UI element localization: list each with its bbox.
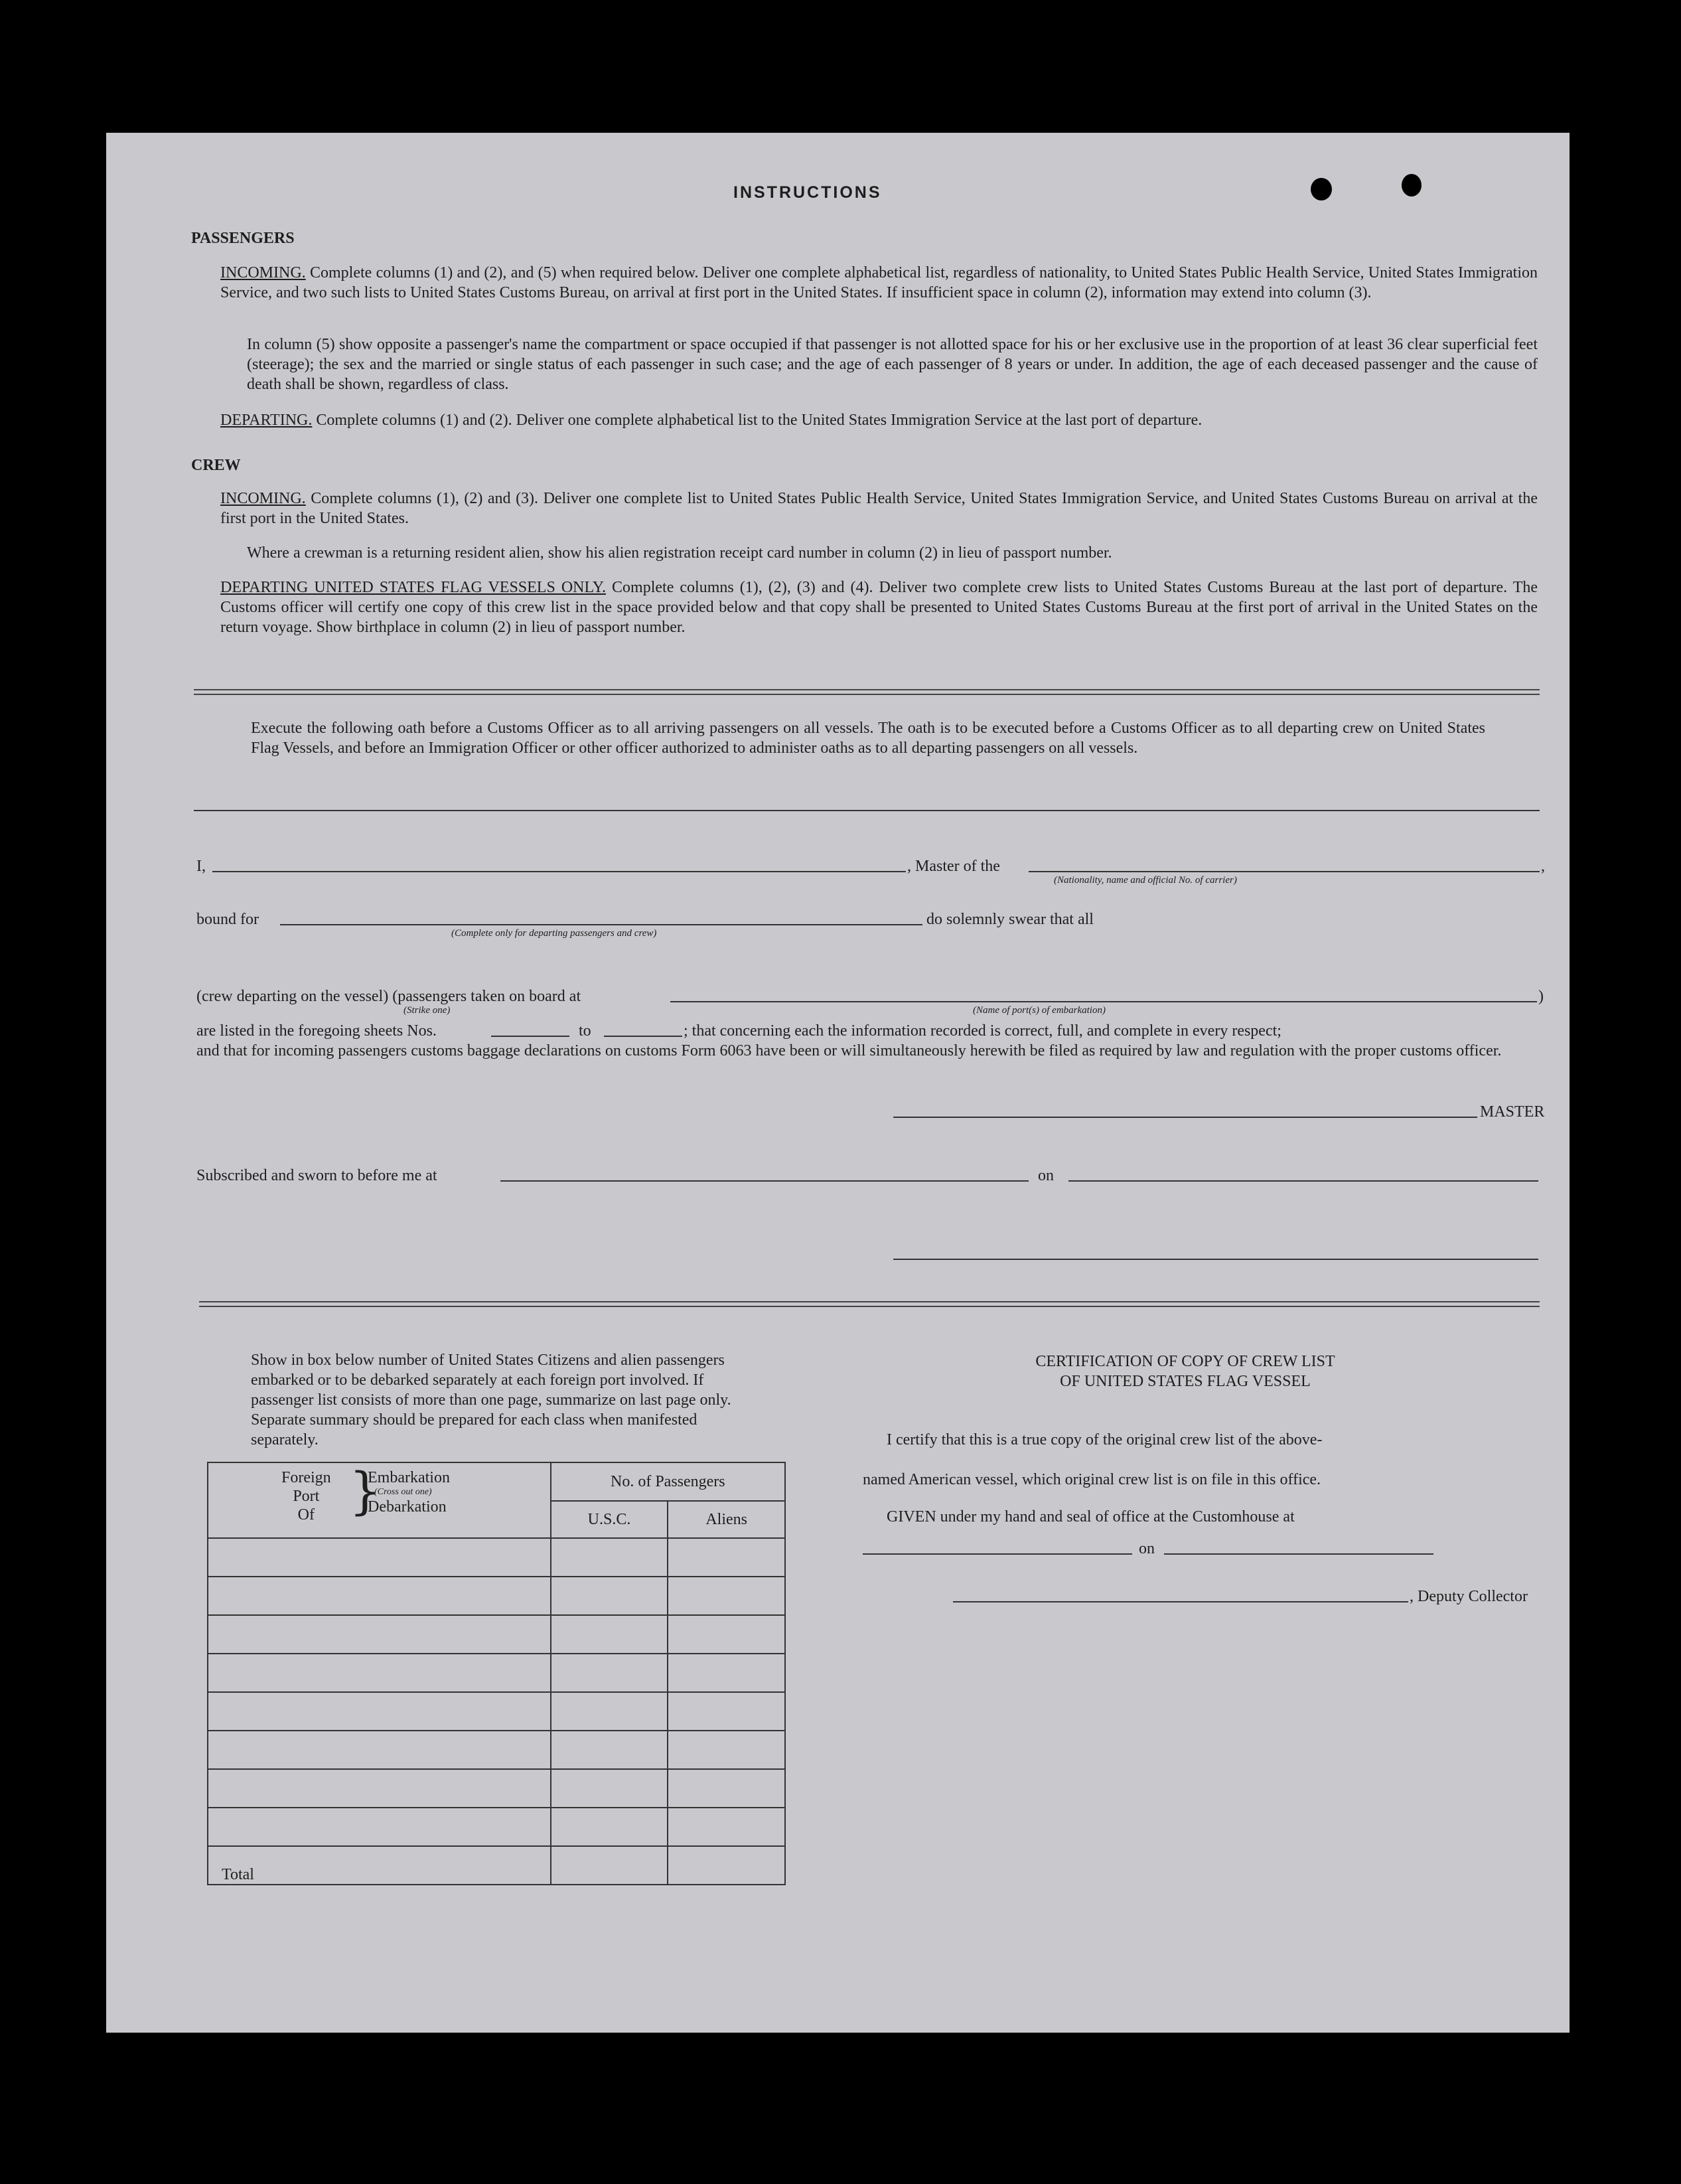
table-row (208, 1654, 785, 1692)
bound-for-field[interactable] (280, 924, 922, 925)
usc-total-cell[interactable] (551, 1846, 668, 1885)
embarkation-caption: (Name of port(s) of embarkation) (973, 1005, 1106, 1016)
aliens-total-cell[interactable] (668, 1846, 785, 1885)
usc-cell[interactable] (551, 1577, 668, 1615)
form-page: INSTRUCTIONS PASSENGERS INCOMING. Complete columns (1) and (2), and (5) when required below. Deliver one complete alphabetical list, regardless of nationality, to United States Public Health Service, United States Immigration Service, and two such lists to United States Customs Bureau, on arrival at first port in the United States. If insufficient space in column (2), information may extend into column (3). In column (5) show opposite a passenger's name the compartment or space occupied if that passenger is not allotted space for his or her exclusive use in the proportion of at least 36 clear superficial feet (steerage); the sex and the married or single status of each passenger in such case; and the age of each passenger of 8 years or under. In addition, the age of each deceased passenger and the cause of death shall be shown, regardless of class. DEPARTING. Complete columns (1) and (2). Deliver one complete alphabetical list to the United States Immigration Service at the last port of departure. CREW INCOMING. Complete columns (1), (2) and (3). Deliver one complete list to United States Public Health Service, United States Immigration Service, and United States Customs Bureau on arrival at the first port in the United States. Where a crewman is a returning resident alien, show his alien registration receipt card number in column (2) in lieu of passport number. DEPARTING UNITED STATES FLAG VESSELS ONLY. Complete columns (1), (2), (3) and (4). Deliver two complete crew lists to United States Customs Bureau at the last port of departure. The Customs officer will certify one copy of this crew list in the space provided below and that copy shall be presented to United States Customs Bureau at the first port of arrival in the United States on the return voyage. Show birthplace in column (2) in lieu of passport number. Execute the following oath before a Customs Officer as to all arriving passengers on all vessels. The oath is to be executed before a Customs Officer as to all departing crew on United States Flag Vessels, and before an Immigration Officer or other officer authorized to administer oaths as to all departing passengers on all vessels. I, , Master of the , (Nationality, name and official No. of carrier) bound for (Complete only for departing passengers and crew) do solemnly swear that all (crew departing on the vessel) (passengers taken on board at (Strike one) ) (Name of port(s) of embarkation) are listed in the foregoing sheets Nos. to ; that concerning each the information recorded is correct, full, and complete in every respect; and that for incoming passengers customs baggage declarations on customs Form 6063 have been or will simultaneously herewith be filed as required by law and regulation with the proper customs officer. MASTER Subscribed and sworn to before me at on Show in box below number of United States Citizens and alien passengers embarked or to be debarked separately at each foreign port involved. If passenger list consists of more than one page, summarize on last page only. Separate summary should be prepared for each class when manifested separately. Foreign Port Of } Embarkation (Cross out one) Debarkation No. of Passengers U.S.C. Aliens Total CERTIFICATION OF COPY OF CREW LIST OF UNITED STATES FLAG VESSEL I certify that this is a true copy of the original crew list of the above- named American vessel, which original crew list is on file in this office. GIVEN under my hand and seal of office at the Customhouse at on , Deputy Collector (106, 133, 1570, 2033)
usc-cell[interactable] (551, 1654, 668, 1692)
embarkation-port-field[interactable] (670, 1001, 1537, 1002)
passengers-departing-text: Complete columns (1) and (2). Deliver one complete alphabetical list to the United States Immigration Service at the last port of departure. (316, 412, 1203, 429)
bound-for-label: bound for (196, 911, 259, 928)
passengers-incoming-paragraph (220, 263, 1538, 303)
certification-text-1: I certify that this is a true copy of the original crew list of the above- (887, 1431, 1323, 1448)
aliens-cell[interactable] (668, 1769, 785, 1808)
port-cell[interactable] (208, 1769, 551, 1808)
passengers-incoming-text: Complete columns (1) and (2), and (5) when required below. Deliver one complete alphabetical list, regardless of nationality, to United States Public Health Service, United States Immigration Service, and two such lists to United States Customs Bureau, on arrival at first port in the United States. If insufficient space in column (2), information may extend into column (3). (220, 264, 1538, 301)
table-row (208, 1538, 785, 1577)
table-row (208, 1731, 785, 1769)
crew-departing-text: Complete columns (1), (2), (3) and (4). Deliver two complete crew lists to United States Customs Bureau at the last port of departure. The Customs officer will certify one copy of this crew list in the space provided below and that copy shall be presented to United States Customs Bureau at the first port of arrival in the United States on the return voyage. Show birthplace in column (2) in lieu of passport number. (220, 579, 1538, 636)
customhouse-field[interactable] (863, 1553, 1132, 1555)
aliens-cell[interactable] (668, 1692, 785, 1731)
embarkation-label: Embarkation (368, 1469, 450, 1486)
usc-cell[interactable] (551, 1692, 668, 1731)
certification-title-2: OF UNITED STATES FLAG VESSEL (1060, 1373, 1311, 1390)
usc-cell[interactable] (551, 1769, 668, 1808)
crew-alien-paragraph: Where a crewman is a returning resident alien, show his alien registration receipt card number in column (2) in lieu of passport number. (247, 544, 1112, 562)
port-cell[interactable] (208, 1577, 551, 1615)
baggage-statement: and that for incoming passengers customs baggage declarations on customs Form 6063 have been or will simultaneously herewith be filed as required by law and regulation with the proper customs officer. (196, 1042, 1502, 1059)
port-cell[interactable] (208, 1808, 551, 1846)
passengers-column5-paragraph: In column (5) show opposite a passenger's name the compartment or space occupied if that passenger is not allotted space for his or her exclusive use in the proportion of at least 36 clear superficial feet (steerage); the sex and the married or single status of each passenger in such case; and the age of each passenger of 8 years or under. In addition, the age of each deceased passenger and the cause of death shall be shown, regardless of class. (247, 336, 1538, 393)
passengers-incoming-label: INCOMING. (220, 264, 306, 281)
sheets-statement: ; that concerning each the information recorded is correct, full, and complete in every respect; (684, 1022, 1281, 1040)
ink-spot (1402, 174, 1422, 196)
aliens-cell[interactable] (668, 1538, 785, 1577)
table-row (208, 1692, 785, 1731)
deputy-signature-field[interactable] (953, 1601, 1408, 1602)
oath-intro: Execute the following oath before a Customs Officer as to all arriving passengers on all vessels. The oath is to be executed before a Customs Officer as to all departing crew on United States Flag Vessels, and before an Immigration Officer or other officer authorized to administer oaths as to all departing passengers on all vessels. (251, 720, 1485, 757)
sworn-place-field[interactable] (500, 1180, 1029, 1182)
crew-heading: CREW (191, 457, 241, 474)
usc-header: U.S.C. (551, 1501, 668, 1538)
total-label: Total (208, 1846, 551, 1885)
port-cell[interactable] (208, 1538, 551, 1577)
usc-cell[interactable] (551, 1808, 668, 1846)
sheet-to-field[interactable] (604, 1036, 682, 1037)
crew-departing-label: DEPARTING UNITED STATES FLAG VESSELS ONLY. (220, 579, 606, 596)
aliens-cell[interactable] (668, 1654, 785, 1692)
crew-departing-paragraph (220, 578, 1538, 637)
table-row (208, 1808, 785, 1846)
certification-text-3: GIVEN under my hand and seal of office at the Customhouse at (887, 1508, 1295, 1525)
certification-text-2: named American vessel, which original crew list is on file in this office. (863, 1471, 1321, 1488)
page-title: INSTRUCTIONS (733, 183, 882, 202)
passenger-summary-table (207, 1462, 786, 1885)
usc-cell[interactable] (551, 1538, 668, 1577)
sheets-from-label: are listed in the foregoing sheets Nos. (196, 1022, 437, 1040)
oath-i-label: I, (196, 858, 206, 875)
sworn-date-field[interactable] (1068, 1180, 1538, 1182)
subscribed-label: Subscribed and sworn to before me at (196, 1167, 437, 1184)
port-cell[interactable] (208, 1692, 551, 1731)
divider-3 (199, 1301, 1540, 1307)
carrier-caption: (Nationality, name and official No. of carrier) (1054, 875, 1237, 886)
port-header-cell: Foreign Port Of } Embarkation (Cross out one) Debarkation (208, 1462, 551, 1538)
sworn-on-label: on (1038, 1167, 1054, 1184)
table-row (208, 1577, 785, 1615)
carrier-field[interactable] (1029, 871, 1540, 872)
passengers-departing-paragraph (220, 410, 1538, 430)
certification-date-field[interactable] (1164, 1553, 1433, 1555)
foreign-label: Foreign (281, 1469, 331, 1486)
master-label: MASTER (1480, 1103, 1545, 1121)
crew-incoming-label: INCOMING. (220, 490, 306, 507)
passengers-heading: PASSENGERS (191, 230, 295, 247)
aliens-cell[interactable] (668, 1615, 785, 1654)
port-cell[interactable] (208, 1615, 551, 1654)
deputy-collector-label: , Deputy Collector (1410, 1588, 1528, 1605)
bound-for-caption: (Complete only for departing passengers and crew) (451, 928, 657, 939)
master-name-field[interactable] (212, 871, 906, 872)
cross-out-caption: (Cross out one) (374, 1487, 432, 1497)
table-row (208, 1769, 785, 1808)
port-cell[interactable] (208, 1731, 551, 1769)
port-label: Port (293, 1488, 320, 1505)
sheet-from-field[interactable] (491, 1036, 569, 1037)
table-row (208, 1615, 785, 1654)
aliens-cell[interactable] (668, 1731, 785, 1769)
passengers-departing-label: DEPARTING. (220, 412, 313, 429)
usc-cell[interactable] (551, 1615, 668, 1654)
crew-incoming-paragraph (220, 489, 1538, 528)
certification-title-1: CERTIFICATION OF COPY OF CREW LIST (1035, 1353, 1335, 1370)
aliens-cell[interactable] (668, 1577, 785, 1615)
certification-on-label: on (1139, 1540, 1155, 1557)
aliens-cell[interactable] (668, 1808, 785, 1846)
port-cell[interactable] (208, 1654, 551, 1692)
of-label: Of (297, 1506, 315, 1523)
summary-intro: Show in box below number of United States Citizens and alien passengers embarked or to be debarked separately at each foreign port involved. If passenger list consists of more than one page, summarize on last page only. Separate summary should be prepared for each class when manifested separately. (251, 1352, 731, 1448)
swear-label: do solemnly swear that all (926, 911, 1094, 928)
total-row (208, 1846, 785, 1885)
ink-spot (1311, 178, 1332, 200)
close-paren: ) (1538, 988, 1544, 1005)
officer-signature-field[interactable] (893, 1259, 1538, 1260)
sheets-to-label: to (579, 1022, 591, 1040)
master-signature-field[interactable] (893, 1117, 1477, 1118)
crew-incoming-text: Complete columns (1), (2) and (3). Deliver one complete list to United States Public Health Service, United States Immigration Service, and United States Customs Bureau on arrival at the first port in the United States. (220, 490, 1538, 527)
aliens-header: Aliens (668, 1501, 785, 1538)
debarkation-label: Debarkation (368, 1498, 447, 1516)
no-passengers-header: No. of Passengers (551, 1462, 785, 1501)
usc-cell[interactable] (551, 1731, 668, 1769)
crew-departing-label-line: (crew departing on the vessel) (passengers taken on board at (196, 988, 581, 1005)
master-of-label: , Master of the (907, 858, 1000, 875)
divider-2 (194, 810, 1540, 811)
strike-one-caption: (Strike one) (403, 1005, 451, 1016)
divider (194, 689, 1540, 695)
